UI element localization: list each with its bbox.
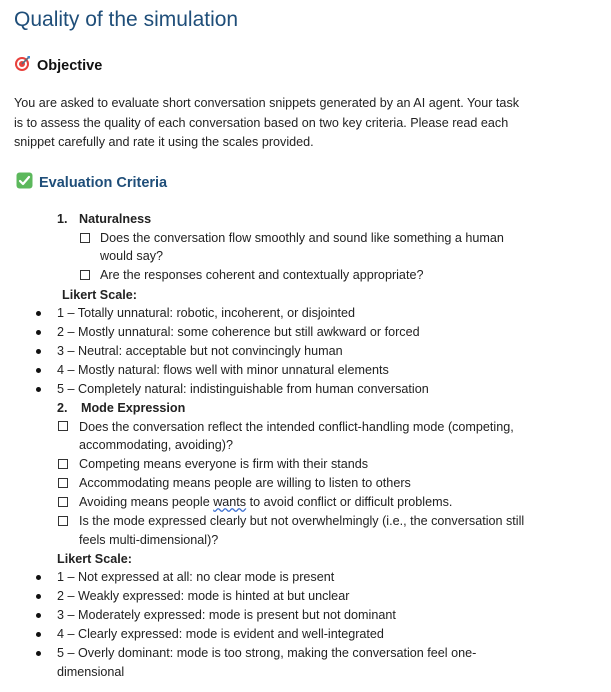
- spellcheck-flagged-word: wants: [213, 495, 247, 509]
- scale-item: 3 – Neutral: acceptable but not convincingly human: [57, 344, 343, 358]
- criteria-heading-text: Evaluation Criteria: [39, 174, 168, 191]
- bullet: [36, 594, 41, 599]
- objective-heading: [14, 55, 102, 76]
- paragraph-line: snippet carefully and rate it using the scales provided.: [14, 135, 314, 149]
- check-mark-button-icon: [16, 172, 33, 193]
- scale-item: 5 – Overly dominant: mode is too strong, making the conversation feel one-: [57, 646, 477, 660]
- check-item-text: feels multi-dimensional)?: [79, 533, 219, 547]
- check-item-text: would say?: [100, 249, 164, 263]
- naturalness-title: Naturalness: [79, 212, 152, 226]
- scale-item: 1 – Totally unnatural: robotic, incoherent, or disjointed: [57, 306, 356, 320]
- likert-label: Likert Scale:: [57, 552, 132, 566]
- check-item-text: Competing means everyone is firm with their stands: [79, 457, 369, 471]
- objective-heading-text: Objective: [37, 57, 103, 74]
- bullet: [36, 632, 41, 637]
- scale-item: 3 – Moderately expressed: mode is present but not dominant: [57, 608, 396, 622]
- scale-item: 2 – Weakly expressed: mode is hinted at but unclear: [57, 589, 350, 603]
- bullet: [36, 651, 41, 656]
- text-run: Avoiding means people: [79, 495, 214, 509]
- page-title: Quality of the simulation: [14, 8, 239, 31]
- checkbox[interactable]: [58, 516, 68, 526]
- likert-label: Likert Scale:: [62, 288, 137, 302]
- check-item-text: accommodating, avoiding)?: [79, 438, 234, 452]
- bullet: [36, 613, 41, 618]
- criteria-heading: [16, 172, 167, 193]
- mode-number: 2.: [57, 401, 68, 415]
- checkbox[interactable]: [58, 478, 68, 488]
- check-item-text: Accommodating means people are willing to listen to others: [79, 476, 411, 490]
- bullet: [36, 330, 41, 335]
- check-item-text: Is the mode expressed clearly but not overwhelmingly (i.e., the conversation still: [79, 514, 525, 528]
- bullet: [36, 368, 41, 373]
- scale-item: 4 – Clearly expressed: mode is evident and well-integrated: [57, 627, 384, 641]
- checkbox[interactable]: [58, 421, 68, 431]
- checkbox[interactable]: [80, 233, 90, 243]
- bullet: [36, 349, 41, 354]
- scale-item: 2 – Mostly unnatural: some coherence but still awkward or forced: [57, 325, 420, 339]
- scale-item-continued: dimensional: [57, 665, 125, 679]
- paragraph-line: You are asked to evaluate short conversation snippets generated by an AI agent. Your task: [14, 96, 520, 110]
- text-run: to avoid conflict or difficult problems.: [246, 495, 453, 509]
- checkbox[interactable]: [58, 497, 68, 507]
- check-item-text: Does the conversation reflect the intended conflict-handling mode (competing,: [79, 420, 514, 434]
- paragraph-line: is to assess the quality of each conversation based on two key criteria. Please read each: [14, 115, 509, 130]
- scale-item: 4 – Mostly natural: flows well with minor unnatural elements: [57, 363, 389, 377]
- bullet: [36, 311, 41, 316]
- target-icon: [14, 55, 31, 76]
- naturalness-number: 1.: [57, 212, 68, 226]
- checkbox[interactable]: [80, 270, 90, 280]
- scale-item: 5 – Completely natural: indistinguishable from human conversation: [57, 382, 429, 396]
- objective-paragraph: [14, 94, 594, 153]
- bullet: [36, 387, 41, 392]
- scale-item: 1 – Not expressed at all: no clear mode is present: [57, 570, 335, 584]
- bullet: [36, 575, 41, 580]
- check-item-text: Are the responses coherent and contextually appropriate?: [100, 268, 424, 282]
- check-item-text: [79, 493, 452, 512]
- mode-title: Mode Expression: [81, 401, 186, 415]
- check-item-text: Does the conversation flow smoothly and sound like something a human: [100, 231, 504, 245]
- checkbox[interactable]: [58, 459, 68, 469]
